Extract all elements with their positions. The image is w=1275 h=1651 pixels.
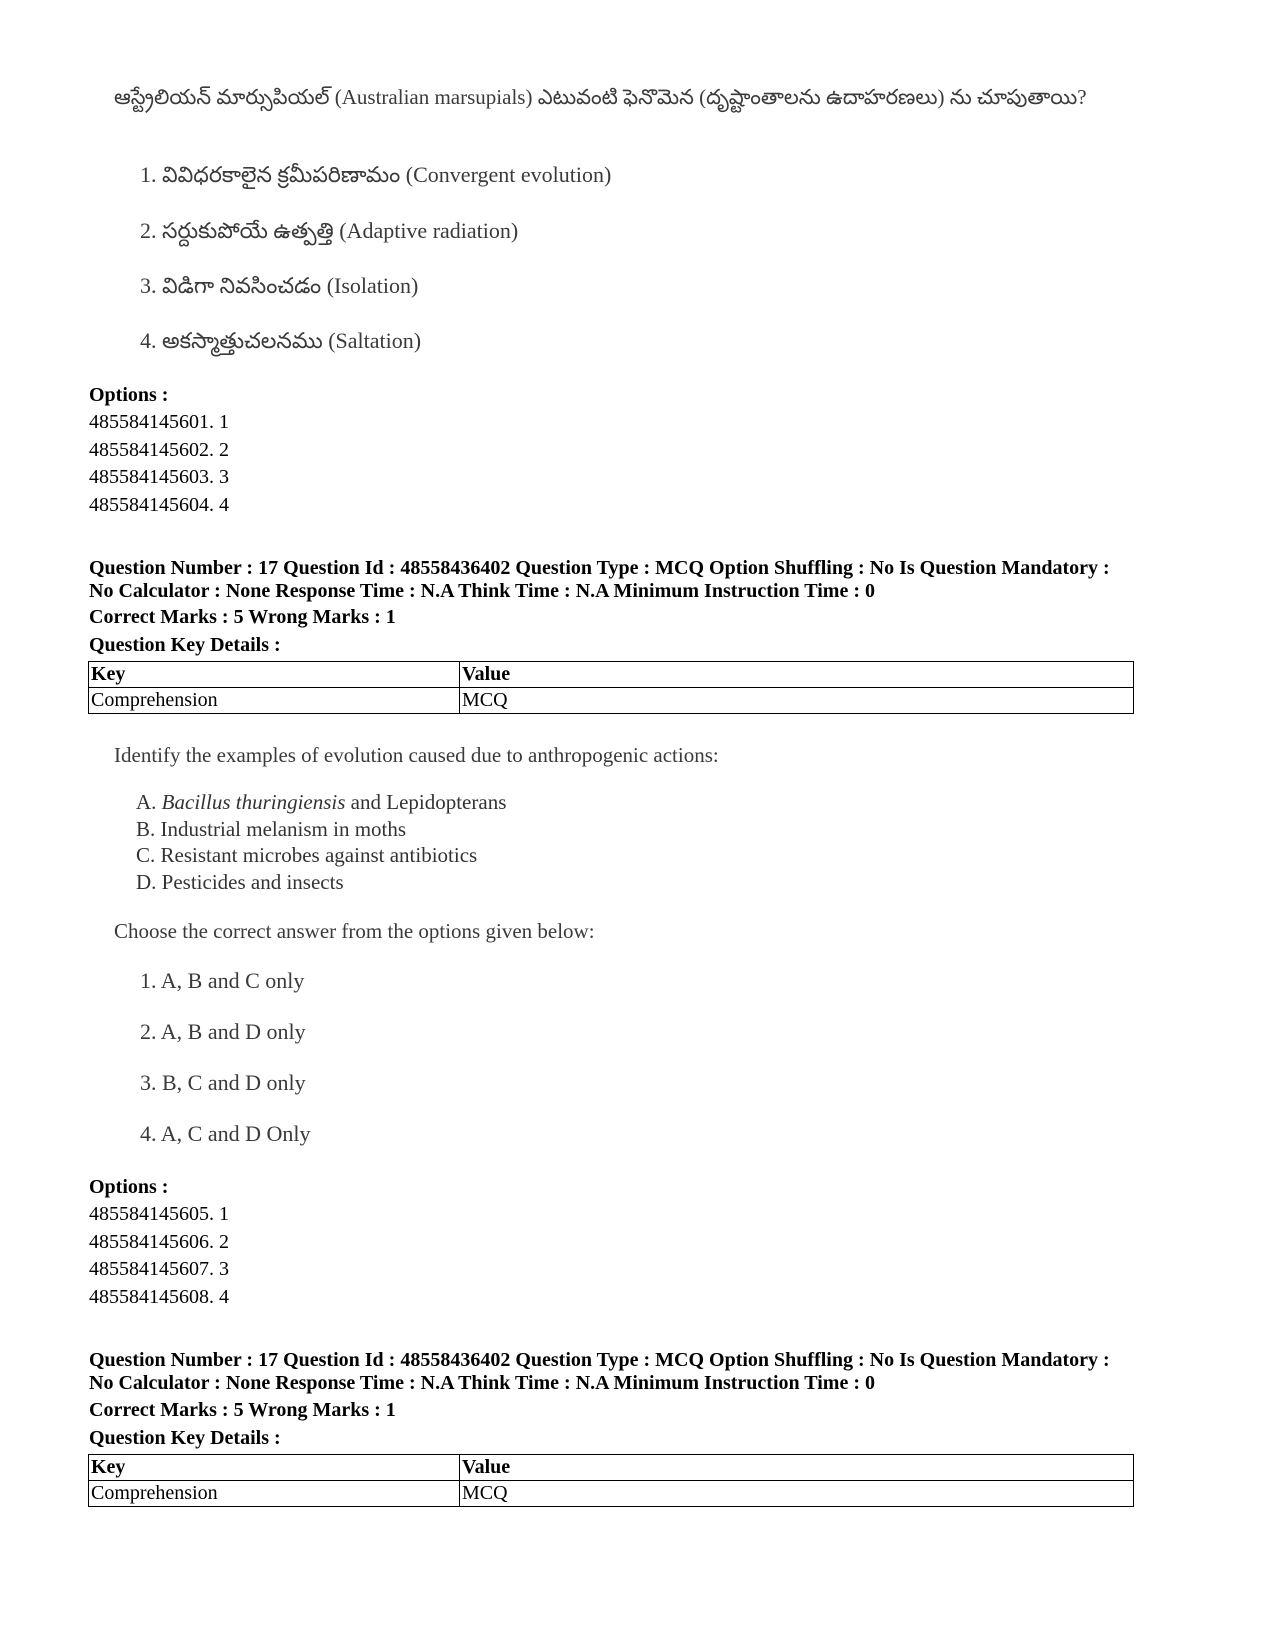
table-cell-key: Comprehension bbox=[89, 1481, 460, 1507]
table-row bbox=[89, 1481, 1134, 1507]
statement-a-species: Bacillus thuringiensis bbox=[161, 790, 346, 814]
telugu-choice-4: 4. అకస్మాత్తుచలనము (Saltation) bbox=[140, 328, 422, 353]
option-id-line: 485584145604. 4 bbox=[89, 494, 229, 516]
question-key-table bbox=[88, 1454, 1134, 1507]
option-id-line: 485584145607. 3 bbox=[89, 1258, 229, 1280]
telugu-question-text: ఆస్ట్రేలియన్ మార్సుపియల్ (Australian marsupials) ఎటువంటి ఫెనొమెన (దృష్టాంతాలను ఉదాహరణలు) ను చూపుతాయి? bbox=[114, 85, 1087, 109]
table-header-value: Value bbox=[460, 1455, 1134, 1481]
table-header-row bbox=[89, 1455, 1134, 1481]
statement-a-prefix: A. bbox=[136, 790, 162, 814]
english-choice-2: 2. A, B and D only bbox=[140, 1019, 306, 1044]
statement-b: B. Industrial melanism in moths bbox=[136, 817, 407, 841]
english-choice-4: 4. A, C and D Only bbox=[140, 1121, 311, 1146]
english-choice-1: 1. A, B and C only bbox=[140, 968, 305, 993]
table-row bbox=[89, 688, 1134, 714]
question-meta-line-2: No Calculator : None Response Time : N.A Think Time : N.A Minimum Instruction Time : 0 bbox=[89, 1372, 875, 1394]
english-choice-3: 3. B, C and D only bbox=[140, 1070, 306, 1095]
statement-a bbox=[136, 788, 506, 816]
table-header-key: Key bbox=[89, 662, 460, 688]
options-label: Options : bbox=[89, 1176, 169, 1198]
options-label: Options : bbox=[89, 384, 169, 406]
option-id-line: 485584145601. 1 bbox=[89, 411, 229, 433]
question-meta-line-1: Question Number : 17 Question Id : 48558436402 Question Type : MCQ Option Shuffling : No Is Question Mandatory : bbox=[89, 1349, 1110, 1371]
telugu-choice-2: 2. సర్దుకుపోయే ఉత్పత్తి (Adaptive radiation) bbox=[140, 218, 519, 243]
telugu-choice-3: 3. విడిగా నివసించడం (Isolation) bbox=[140, 273, 419, 298]
question-key-table bbox=[88, 661, 1134, 714]
option-id-line: 485584145608. 4 bbox=[89, 1286, 229, 1308]
table-cell-value: MCQ bbox=[460, 1481, 1134, 1507]
option-id-line: 485584145605. 1 bbox=[89, 1203, 229, 1225]
question-marks: Correct Marks : 5 Wrong Marks : 1 bbox=[89, 606, 396, 628]
option-id-line: 485584145606. 2 bbox=[89, 1231, 229, 1253]
table-header-row bbox=[89, 662, 1134, 688]
table-cell-key: Comprehension bbox=[89, 688, 460, 714]
statement-a-rest: and Lepidopterans bbox=[345, 790, 507, 814]
question-key-details-label: Question Key Details : bbox=[89, 1427, 281, 1449]
question-meta-line-1: Question Number : 17 Question Id : 48558436402 Question Type : MCQ Option Shuffling : No Is Question Mandatory : bbox=[89, 557, 1110, 579]
table-cell-value: MCQ bbox=[460, 688, 1134, 714]
option-id-line: 485584145602. 2 bbox=[89, 439, 229, 461]
question-key-details-label: Question Key Details : bbox=[89, 634, 281, 656]
telugu-choice-1: 1. వివిధరకాలైన క్రమీపరిణామం (Convergent evolution) bbox=[140, 162, 612, 187]
question-marks: Correct Marks : 5 Wrong Marks : 1 bbox=[89, 1399, 396, 1421]
option-id-line: 485584145603. 3 bbox=[89, 466, 229, 488]
question-meta-line-2: No Calculator : None Response Time : N.A Think Time : N.A Minimum Instruction Time : 0 bbox=[89, 580, 875, 602]
choose-answer-text: Choose the correct answer from the options given below: bbox=[114, 919, 595, 943]
table-header-value: Value bbox=[460, 662, 1134, 688]
english-question-text: Identify the examples of evolution caused due to anthropogenic actions: bbox=[114, 743, 719, 767]
table-header-key: Key bbox=[89, 1455, 460, 1481]
statement-c: C. Resistant microbes against antibiotics bbox=[136, 843, 478, 867]
statement-d: D. Pesticides and insects bbox=[136, 870, 344, 894]
